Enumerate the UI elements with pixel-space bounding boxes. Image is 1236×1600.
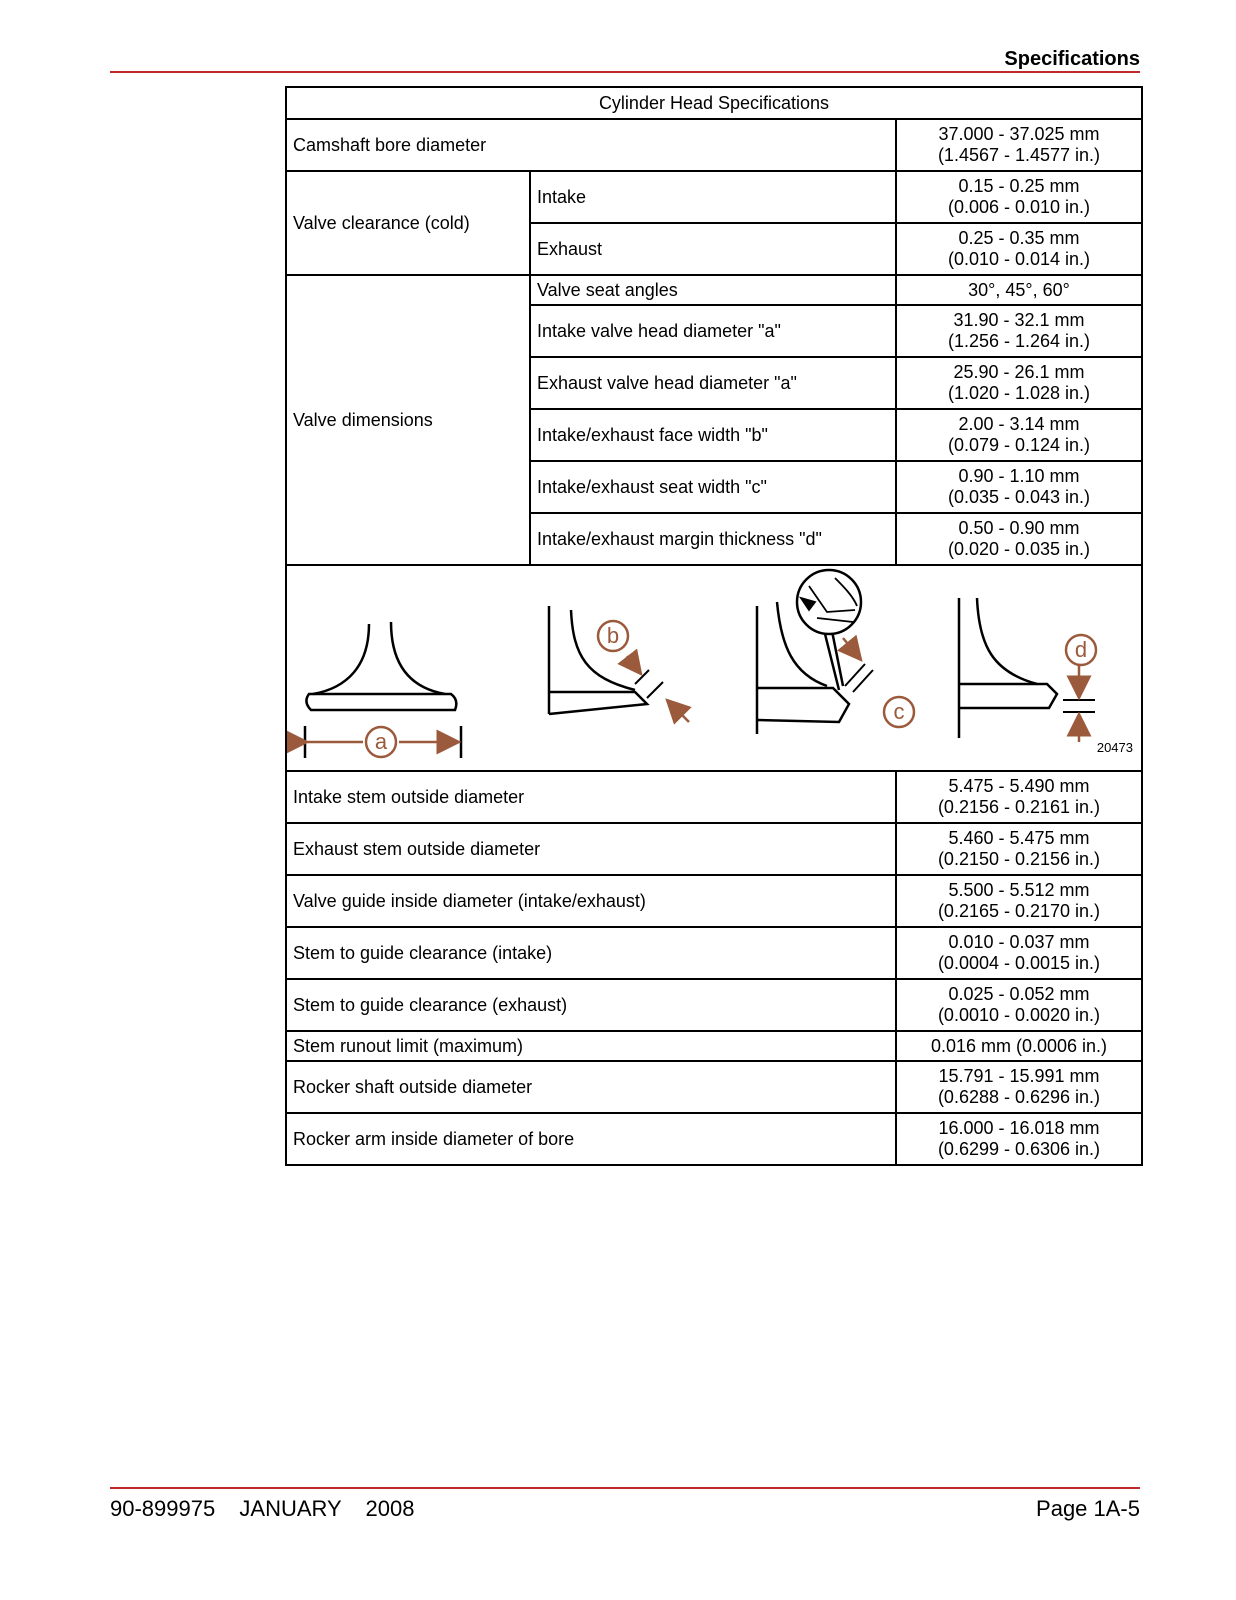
table-row <box>286 275 1142 305</box>
label-b: b <box>606 623 620 648</box>
table-title: Cylinder Head Specifications <box>286 87 1142 119</box>
row-value: 0.25 - 0.35 mm (0.010 - 0.014 in.) <box>896 223 1142 275</box>
row-value: 0.025 - 0.052 mm (0.0010 - 0.0020 in.) <box>896 979 1142 1031</box>
row-value: 30°, 45°, 60° <box>896 275 1142 305</box>
row-label: Exhaust valve head diameter "a" <box>530 357 896 409</box>
table-row <box>286 875 1142 927</box>
row-label: Rocker shaft outside diameter <box>286 1061 896 1113</box>
row-value: 15.791 - 15.991 mm (0.6288 - 0.6296 in.) <box>896 1061 1142 1113</box>
table-row <box>286 1061 1142 1113</box>
row-value: 25.90 - 26.1 mm (1.020 - 1.028 in.) <box>896 357 1142 409</box>
table-row <box>286 979 1142 1031</box>
valve-margin-view <box>959 598 1057 738</box>
footer-rule <box>110 1487 1140 1489</box>
dimension-c <box>845 664 873 692</box>
figure-number: 20473 <box>1096 740 1133 755</box>
row-value: 0.50 - 0.90 mm (0.020 - 0.035 in.) <box>896 513 1142 565</box>
row-label: Stem to guide clearance (exhaust) <box>286 979 896 1031</box>
row-value: 0.90 - 1.10 mm (0.035 - 0.043 in.) <box>896 461 1142 513</box>
row-label: Camshaft bore diameter <box>286 119 896 171</box>
table-row <box>286 927 1142 979</box>
row-label: Exhaust stem outside diameter <box>286 823 896 875</box>
table-row <box>286 171 1142 223</box>
figure-row <box>286 565 1142 771</box>
row-label: Intake valve head diameter "a" <box>530 305 896 357</box>
row-value: 5.475 - 5.490 mm (0.2156 - 0.2161 in.) <box>896 771 1142 823</box>
row-label: Stem to guide clearance (intake) <box>286 927 896 979</box>
table-row <box>286 119 1142 171</box>
footer-page-number: Page 1A-5 <box>1036 1496 1140 1521</box>
group-label-valve-dimensions: Valve dimensions <box>286 275 530 565</box>
row-label: Exhaust <box>530 223 896 275</box>
row-label: Rocker arm inside diameter of bore <box>286 1113 896 1165</box>
arrow-c <box>843 638 861 660</box>
valve-face-view <box>549 606 647 714</box>
row-value: 0.010 - 0.037 mm (0.0004 - 0.0015 in.) <box>896 927 1142 979</box>
label-d: d <box>1074 637 1088 662</box>
arrow-b-in <box>627 656 641 674</box>
cylinder-head-spec-table <box>285 86 1143 1166</box>
label-c: c <box>893 699 905 724</box>
valve-diagram <box>287 566 1139 770</box>
row-label: Intake stem outside diameter <box>286 771 896 823</box>
row-value: 37.000 - 37.025 mm (1.4567 - 1.4577 in.) <box>896 119 1142 171</box>
row-label: Intake/exhaust face width "b" <box>530 409 896 461</box>
table-row <box>286 823 1142 875</box>
row-label: Stem runout limit (maximum) <box>286 1031 896 1061</box>
row-label: Intake/exhaust margin thickness "d" <box>530 513 896 565</box>
row-value: 5.500 - 5.512 mm (0.2165 - 0.2170 in.) <box>896 875 1142 927</box>
row-label: Intake <box>530 171 896 223</box>
table-row <box>286 771 1142 823</box>
group-label-valve-clearance: Valve clearance (cold) <box>286 171 530 275</box>
row-value: 0.15 - 0.25 mm (0.006 - 0.010 in.) <box>896 171 1142 223</box>
table-row <box>286 1031 1142 1061</box>
arrow-b-out <box>667 700 689 722</box>
valve-dimension-figure <box>286 565 1142 771</box>
row-value: 0.016 mm (0.0006 in.) <box>896 1031 1142 1061</box>
header-rule <box>110 71 1140 73</box>
label-a: a <box>374 729 388 754</box>
row-label: Valve seat angles <box>530 275 896 305</box>
dimension-d <box>1063 700 1095 712</box>
valve-full-view <box>306 622 456 710</box>
row-label: Intake/exhaust seat width "c" <box>530 461 896 513</box>
row-value: 2.00 - 3.14 mm (0.079 - 0.124 in.) <box>896 409 1142 461</box>
dimension-b <box>635 670 663 698</box>
table-row <box>286 1113 1142 1165</box>
row-label: Valve guide inside diameter (intake/exhaust) <box>286 875 896 927</box>
row-value: 5.460 - 5.475 mm (0.2150 - 0.2156 in.) <box>896 823 1142 875</box>
section-title: Specifications <box>1004 48 1140 70</box>
row-value: 16.000 - 16.018 mm (0.6299 - 0.6306 in.) <box>896 1113 1142 1165</box>
row-value: 31.90 - 32.1 mm (1.256 - 1.264 in.) <box>896 305 1142 357</box>
footer-doc-info: 90-899975 JANUARY 2008 <box>110 1496 415 1521</box>
